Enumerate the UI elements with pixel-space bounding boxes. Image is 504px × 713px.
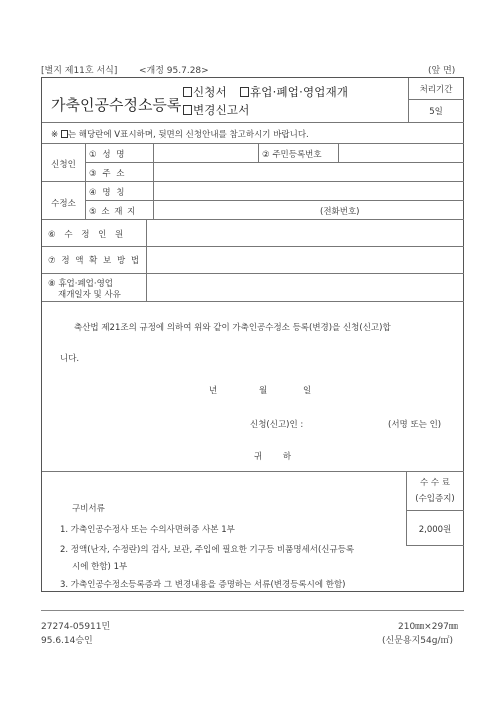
date-day-label: 일 (303, 386, 312, 396)
suspension-label-line1: ⑧ 휴업·폐업·영업 (48, 279, 113, 289)
option-change[interactable] (183, 102, 250, 118)
option-application-label: 신청서 (193, 85, 227, 99)
phone-label: (전화번호) (320, 207, 360, 217)
name-label: ① 성 명 (89, 150, 126, 160)
documents-heading: 구비서류 (72, 504, 105, 514)
form-frame (41, 77, 464, 592)
suspension-field[interactable] (149, 276, 459, 298)
document-item-2-cont: 시에 한함) 1부 (72, 562, 128, 572)
notice-mark: ※ (51, 130, 59, 140)
revision-date: <개정 95.7.28> (139, 66, 209, 76)
semen-method-label: ⑦ 정 액 확 보 방 법 (48, 256, 141, 266)
notice-checkbox-icon (61, 130, 68, 138)
addressee: 귀 하 (254, 452, 301, 462)
declaration-text-line1: 축산법 제21조의 규정에 의하여 위와 같이 가축인공수정소 등록(변경)을 신청(신고)합 (74, 323, 391, 333)
station-location-label: ⑤ 소 재 지 (89, 207, 137, 217)
applicant-name-field[interactable] (156, 145, 256, 159)
inseminator-field[interactable] (149, 222, 459, 242)
declaration-text-line2: 니다. (60, 354, 80, 364)
processing-period-label: 처리기간 (419, 85, 453, 95)
applicant-signature-label: 신청(신고)인 : (250, 420, 304, 430)
applicant-address-field[interactable] (156, 164, 456, 178)
address-label: ③ 주 소 (89, 169, 126, 179)
signature-note: (서명 또는 인) (388, 420, 442, 430)
rrn-label: ② 주민등록번호 (262, 150, 322, 160)
fee-label: 수 수 료 (419, 478, 451, 488)
option-suspension-label: 휴업·폐업·영업재개 (250, 85, 349, 99)
processing-period-value: 5일 (429, 107, 443, 117)
semen-method-field[interactable] (149, 249, 459, 269)
date-month-label: 월 (259, 386, 268, 396)
document-item-2: 2. 정액(난자, 수정란)의 검사, 보관, 주입에 필요한 기구등 비품명세서(신규등록 (60, 545, 355, 555)
paper-size: 210㎜×297㎜ (398, 622, 458, 632)
checkbox-application[interactable] (183, 87, 192, 97)
approval-date: 95.6.14승인 (41, 636, 93, 646)
applicant-section-label: 신청인 (51, 160, 76, 170)
notice-text: 는 해당란에 V표시하며, 뒷면의 신청안내를 참고하시기 바랍니다. (67, 130, 309, 140)
form-number: [별지 제11호 서식] (41, 66, 118, 76)
paper-type: (신문용지54g/㎡) (382, 636, 453, 646)
applicant-signature-field[interactable] (318, 414, 388, 430)
form-code: 27274-05911민 (41, 622, 111, 632)
option-application[interactable] (183, 84, 227, 100)
date-year-label: 년 (209, 386, 218, 396)
option-change-label: 변경신고서 (193, 103, 250, 117)
form-title: 가축인공수정소등록 (51, 96, 182, 114)
checkbox-change[interactable] (183, 105, 192, 115)
page-side: (앞 면) (428, 66, 456, 76)
fee-sublabel: (수입증지) (415, 494, 455, 504)
document-item-3: 3. 가축인공수정소등록증과 그 변경내용을 증명하는 서류(변경등록시에 한함) (60, 580, 346, 590)
station-name-label: ④ 명 칭 (89, 188, 126, 198)
inseminator-label: ⑥ 수 정 인 원 (48, 230, 127, 240)
document-item-1: 1. 가축인공수정사 또는 수의사면허증 사본 1부 (60, 525, 235, 535)
rrn-field[interactable] (341, 145, 461, 159)
notice (51, 128, 309, 140)
option-suspension[interactable] (240, 84, 348, 100)
station-section-label: 수정소 (51, 199, 76, 209)
checkbox-suspension[interactable] (240, 87, 249, 97)
station-name-field[interactable] (156, 183, 456, 197)
suspension-label-line2: 재개일자 및 사유 (58, 290, 121, 300)
fee-amount: 2,000원 (418, 525, 452, 535)
